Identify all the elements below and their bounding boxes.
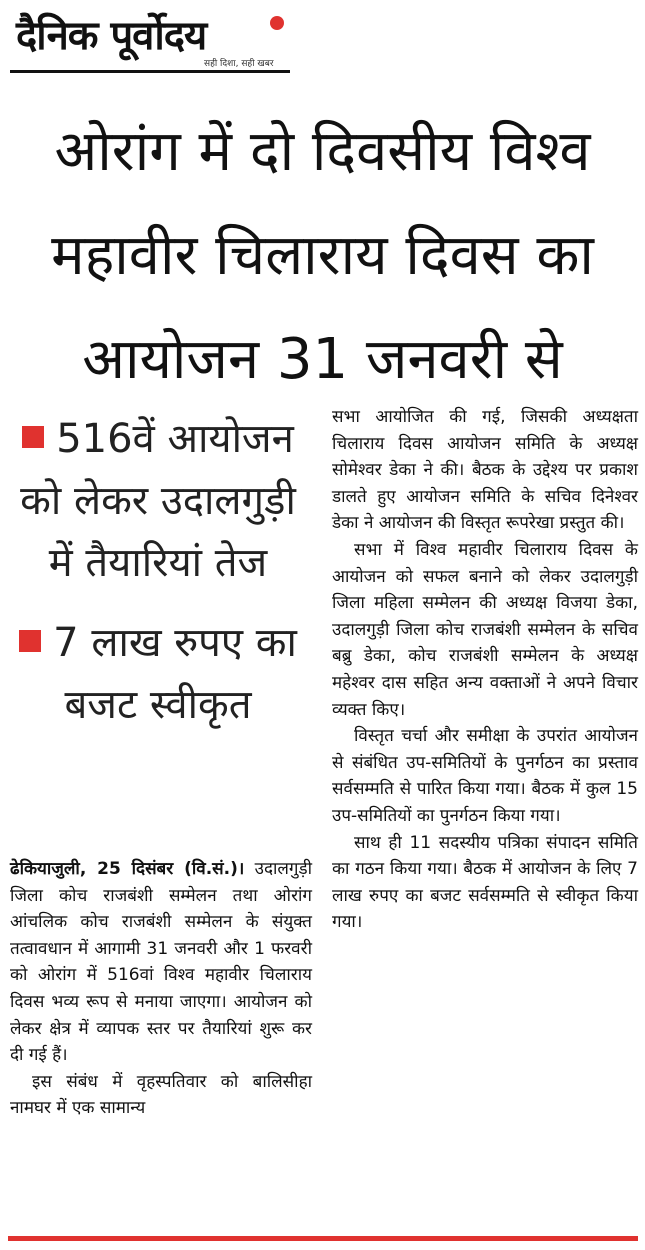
footer-rule xyxy=(8,1236,638,1241)
highlight-item xyxy=(8,612,308,736)
highlight-text: 516वें आयोजन को लेकर उदालगुड़ी में तैयारियां तेज xyxy=(20,416,296,586)
square-bullet-icon xyxy=(19,630,41,652)
article-paragraph xyxy=(10,856,312,1069)
dateline: ढेकियाजुली, 25 दिसंबर (वि.सं.)। xyxy=(10,859,245,879)
masthead-rule xyxy=(10,70,290,73)
paragraph-text: उदालगुड़ी जिला कोच राजबंशी सम्मेलन तथा ओरांग आंचलिक कोच राजबंशी सम्मेलन के संयुक्त तत्वावधान में आगामी 31 जनवरी और 1 फरवरी को ओरांग में 516वां विश्व महावीर चिलाराय दिवस भव्य रूप से मनाया जाएगा। आयोजन को लेकर क्षेत्र में व्यापक स्तर पर तैयारियां शुरू कर दी गई हैं। xyxy=(10,859,312,1066)
square-bullet-icon xyxy=(22,426,44,448)
headline-line-1: ओरांग में दो दिवसीय विश्व xyxy=(54,119,591,184)
headline xyxy=(10,100,635,412)
article-paragraph: साथ ही 11 सदस्यीय पत्रिका संपादन समिति का गठन किया गया। बैठक में आयोजन के लिए 7 लाख रुपए का बजट सर्वसम्मति से स्वीकृत किया गया। xyxy=(332,832,638,933)
article-paragraph: इस संबंध में वृहस्पतिवार को बालिसीहा नामघर में एक सामान्य xyxy=(10,1071,312,1119)
headline-line-2: महावीर चिलाराय दिवस का xyxy=(51,223,594,288)
highlight-item xyxy=(8,408,308,594)
article-paragraph: विस्तृत चर्चा और समीक्षा के उपरांत आयोजन से संबंधित उप-समितियों के पुनर्गठन का प्रस्ताव सर्वसम्मति से पारित किया गया। बैठक में कुल 15 उप-समितियों का पुनर्गठन किया गया। xyxy=(332,726,638,826)
highlight-text: 7 लाख रुपए का बजट स्वीकृत xyxy=(53,620,297,728)
logo-dot-icon xyxy=(270,16,284,30)
article-paragraph: सभा में विश्व महावीर चिलाराय दिवस के आयोजन को सफल बनाने को लेकर उदालगुड़ी जिला महिला सम्मेलन की अध्यक्ष विजया डेका, उदालगुड़ी जिला कोच राजबंशी सम्मेलन के सचिव बब्रु डेका, कोच राजबंशी सम्मेलन के अध्यक्ष महेश्वर दास सहित अन्य वक्ताओं ने अपने विचार व्यक्त किए। xyxy=(332,539,638,720)
newspaper-logo: दैनिक पूर्वोदय xyxy=(16,13,207,59)
article-column-right xyxy=(332,404,638,936)
tagline: सही दिशा, सही खबर xyxy=(204,59,274,69)
highlights-box xyxy=(8,408,308,736)
masthead xyxy=(8,6,298,74)
article-paragraph: सभा आयोजित की गई, जिसकी अध्यक्षता चिलाराय दिवस आयोजन समिति के अध्यक्ष सोमेश्वर डेका ने की। बैठक के उद्देश्य पर प्रकाश डालते हुए आयोजन समिति के सचिव दिनेश्वर डेका ने आयोजन की विस्तृत रूपरेखा प्रस्तुत की। xyxy=(332,407,638,534)
headline-line-3: आयोजन 31 जनवरी से xyxy=(82,327,563,392)
article-column-left xyxy=(10,856,312,1122)
